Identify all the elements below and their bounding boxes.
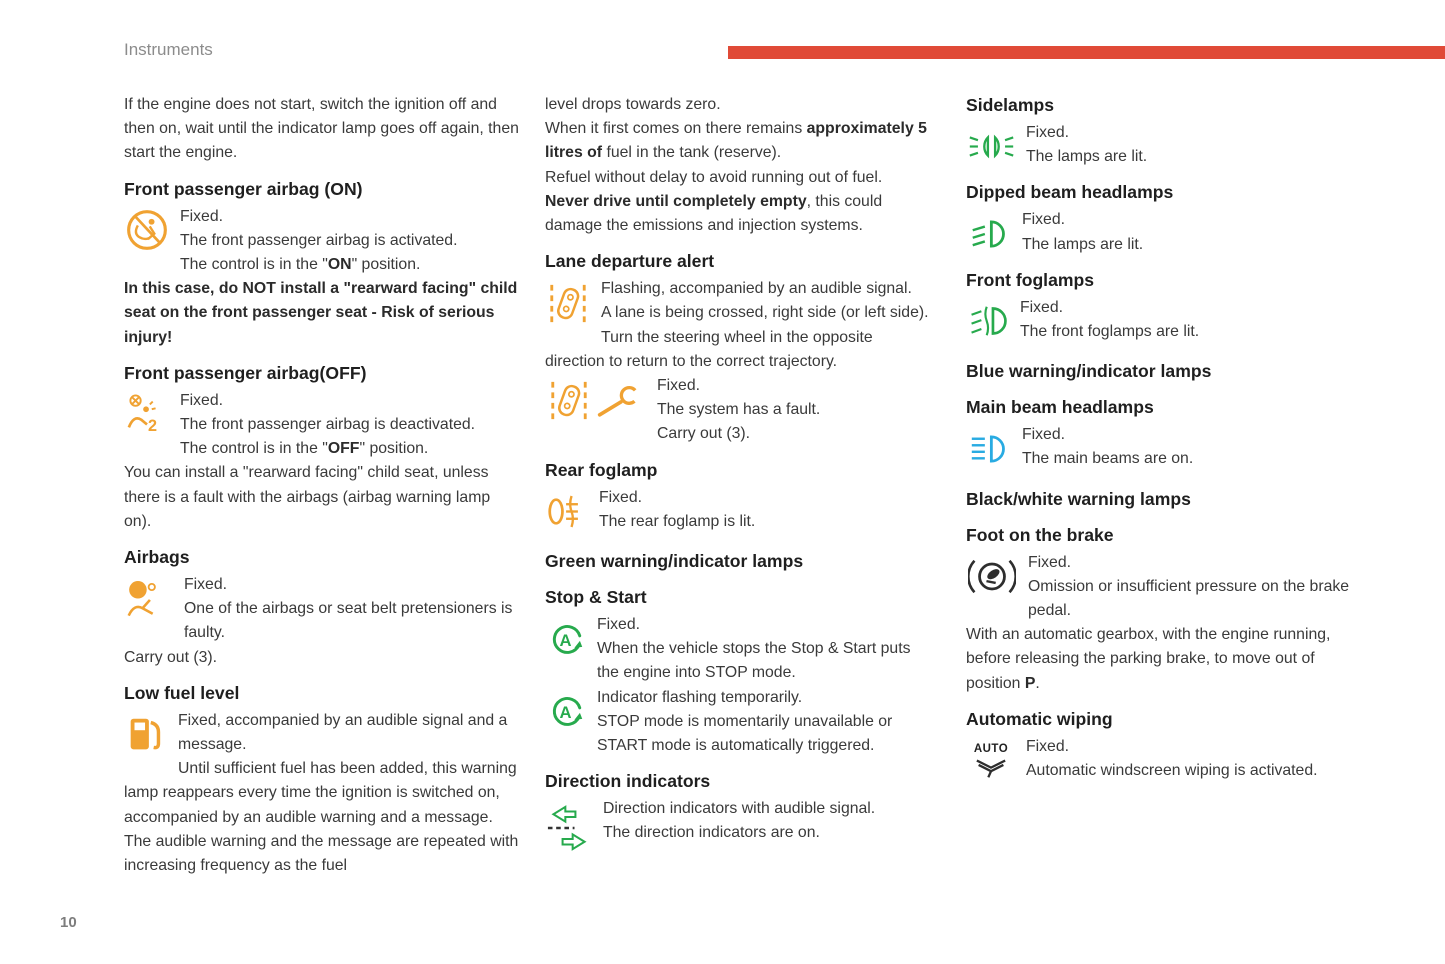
desc-text: The lamps are lit. — [1026, 148, 1148, 166]
airbag-fault-icon — [124, 576, 174, 622]
text-seg-bold: ON — [327, 256, 352, 274]
svg-text:A: A — [559, 703, 572, 723]
stop-start-icon — [545, 616, 587, 662]
desc-text: The system has a fault. — [657, 401, 821, 419]
direction-indicators-entry — [545, 797, 934, 845]
main-beam-icon — [966, 426, 1012, 471]
desc-text: The front foglamps are lit. — [1020, 323, 1200, 341]
fuel-cont-3: Refuel without delay to avoid running out of fuel. — [545, 168, 883, 186]
rear-foglamp-icon — [545, 489, 589, 534]
heading-automatic-wiping: Automatic wiping — [966, 708, 1113, 729]
text-seg: , this could damage the emissions and injection systems. — [545, 192, 883, 235]
column-left — [124, 93, 519, 878]
main-beam-entry — [966, 423, 1358, 471]
desc-text: The lamps are lit. — [1022, 235, 1144, 253]
airbags-entry — [124, 573, 519, 646]
text-seg: The control is in the " — [180, 440, 328, 458]
lane-departure-icon — [545, 280, 591, 327]
state-text: Fixed. — [1026, 737, 1070, 755]
text-seg: " position. — [351, 256, 421, 274]
text-seg-bold: OFF — [327, 440, 360, 458]
fuel-cont-1: level drops towards zero. — [545, 96, 721, 113]
heading-main-beam: Main beam headlamps — [966, 397, 1154, 418]
page-header: Instruments — [124, 40, 213, 59]
text-seg-bold: approximately 5 litres of — [545, 120, 927, 162]
text-seg-bold: P — [1024, 674, 1036, 692]
section-green-lamps: Green warning/indicator lamps — [545, 551, 804, 572]
low-fuel-entry — [124, 709, 519, 757]
state-text: Flashing, accompanied by an audible signal. — [601, 280, 912, 298]
sidelamps-icon — [966, 124, 1016, 169]
desc-text: STOP mode is momentarily unavailable or START mode is automatically triggered. — [597, 712, 893, 755]
dipped-beam-icon — [966, 211, 1012, 256]
lane-note-2: Turn the steering wheel in the opposite direction to return to the correct trajectory. — [545, 328, 873, 370]
lane-note-1: A lane is being crossed, right side (or left side). — [601, 304, 929, 322]
desc-text: The direction indicators are on. — [603, 824, 820, 842]
text-seg: The control is in the " — [180, 256, 328, 274]
passenger-airbag-off-icon — [124, 392, 170, 436]
section-black-white-lamps: Black/white warning lamps — [966, 488, 1191, 509]
heading-stop-start: Stop & Start — [545, 587, 647, 608]
state-text: Fixed. — [1022, 211, 1066, 229]
state-text: Fixed, accompanied by an audible signal and a message. — [178, 711, 508, 754]
state-text: Indicator flashing temporarily. — [597, 688, 803, 706]
warning-paragraph: In this case, do NOT install a "rearward facing" child seat on the front passenger seat - Risk of serious injury! — [124, 280, 518, 346]
front-foglamps-icon — [966, 299, 1010, 344]
column-middle — [545, 93, 934, 857]
heading-front-passenger-airbag-off: Front passenger airbag(OFF) — [124, 362, 367, 383]
state-text: Fixed. — [599, 488, 643, 506]
state-text: Fixed. — [1022, 426, 1066, 444]
heading-sidelamps: Sidelamps — [966, 95, 1055, 115]
text-seg-bold: Never drive until completely empty — [545, 192, 807, 210]
direction-indicators-icon — [545, 800, 593, 855]
stop-start-fixed-entry — [545, 613, 934, 686]
text-seg: " position. — [359, 440, 429, 458]
airbag-on-entry — [124, 205, 519, 253]
heading-airbags: Airbags — [124, 547, 190, 568]
heading-direction-indicators: Direction indicators — [545, 771, 711, 792]
foot-on-brake-entry — [966, 551, 1358, 624]
state-text: Fixed. — [597, 616, 641, 634]
heading-front-passenger-airbag-on: Front passenger airbag (ON) — [124, 178, 363, 199]
state-text: Fixed. — [1020, 298, 1064, 316]
carry-out-note: Carry out (3). — [657, 425, 751, 443]
state-text: Fixed. — [184, 576, 228, 594]
auto-label: AUTO — [973, 743, 1009, 756]
text-seg: . — [1035, 674, 1040, 692]
intro-paragraph: If the engine does not start, switch the ignition off and then on, wait until the indicator lamp goes off again, then start the engine. — [124, 96, 519, 162]
sidelamps-entry — [966, 121, 1358, 169]
column-right — [966, 93, 1358, 788]
desc-text: The front passenger airbag is deactivated. — [180, 416, 476, 434]
state-text: Fixed. — [1028, 553, 1072, 571]
page-number: 10 — [60, 914, 77, 931]
lane-fault-entry — [545, 374, 934, 422]
wiper-icon — [974, 757, 1008, 780]
state-text: Fixed. — [1026, 124, 1070, 141]
control-position-off — [124, 437, 519, 461]
desc-text: Direction indicators with audible signal. — [603, 800, 876, 818]
stop-start-icon — [545, 689, 587, 735]
wrench-icon — [596, 382, 644, 420]
desc-text: One of the airbags or seat belt pretensioners is faulty. — [184, 600, 513, 642]
heading-dipped-beam: Dipped beam headlamps — [966, 182, 1174, 203]
child-seat-note: You can install a "rearward facing" child seat, unless there is a fault with the airbags (airbag warning lamp on). — [124, 464, 491, 530]
svg-text:2: 2 — [147, 417, 157, 435]
desc-text: The front passenger airbag is activated. — [180, 231, 458, 249]
stop-start-flashing-entry — [545, 686, 934, 759]
control-position-on — [124, 253, 519, 277]
desc-text: The rear foglamp is lit. — [599, 512, 756, 530]
desc-text: Automatic windscreen wiping is activated. — [1026, 762, 1318, 780]
section-blue-lamps: Blue warning/indicator lamps — [966, 361, 1212, 382]
heading-foot-on-brake: Foot on the brake — [966, 524, 1114, 545]
rear-foglamp-entry — [545, 486, 934, 534]
auto-wiper-icon — [966, 738, 1016, 786]
state-text: Fixed. — [657, 377, 701, 395]
header-accent-bar — [728, 46, 1445, 59]
gearbox-note — [966, 623, 1358, 696]
fuel-pump-icon — [124, 712, 168, 758]
heading-lane-departure: Lane departure alert — [545, 251, 715, 272]
text-seg: fuel in the tank (reserve). — [602, 144, 782, 162]
desc-text: When the vehicle stops the Stop & Start puts the engine into STOP mode. — [597, 640, 911, 682]
desc-text: The main beams are on. — [1022, 450, 1194, 468]
front-foglamps-entry — [966, 296, 1358, 344]
foot-on-brake-icon — [966, 554, 1018, 600]
lane-departure-icon — [548, 378, 590, 424]
dipped-beam-entry — [966, 208, 1358, 256]
heading-rear-foglamp: Rear foglamp — [545, 459, 658, 480]
automatic-wiping-entry — [966, 735, 1358, 783]
carry-out-note: Carry out (3). — [124, 648, 218, 666]
passenger-airbag-on-icon — [124, 208, 170, 253]
fuel-cont-4 — [545, 190, 934, 238]
lane-departure-fault-icons — [545, 377, 647, 424]
fuel-note-1: Until sufficient fuel has been added, this warning lamp reappears every time the ignition is switched on, accompanied by an audible warning and a message. — [124, 760, 517, 826]
heading-front-foglamps: Front foglamps — [966, 269, 1095, 290]
svg-text:A: A — [559, 630, 572, 650]
fuel-note-2: The audible warning and the message are repeated with increasing frequency as the fuel — [124, 832, 519, 875]
lane-departure-entry — [545, 277, 934, 301]
airbag-off-entry — [124, 389, 519, 437]
desc-text: Omission or insufficient pressure on the brake pedal. — [1028, 577, 1350, 620]
text-seg: With an automatic gearbox, with the engine running, before releasing the parking brake, to move out of position — [966, 626, 1331, 692]
fuel-cont-2 — [545, 117, 934, 165]
state-text: Fixed. — [180, 391, 224, 409]
text-seg: When it first comes on there remains — [545, 120, 807, 138]
heading-low-fuel: Low fuel level — [124, 682, 240, 703]
state-text: Fixed. — [180, 207, 224, 225]
